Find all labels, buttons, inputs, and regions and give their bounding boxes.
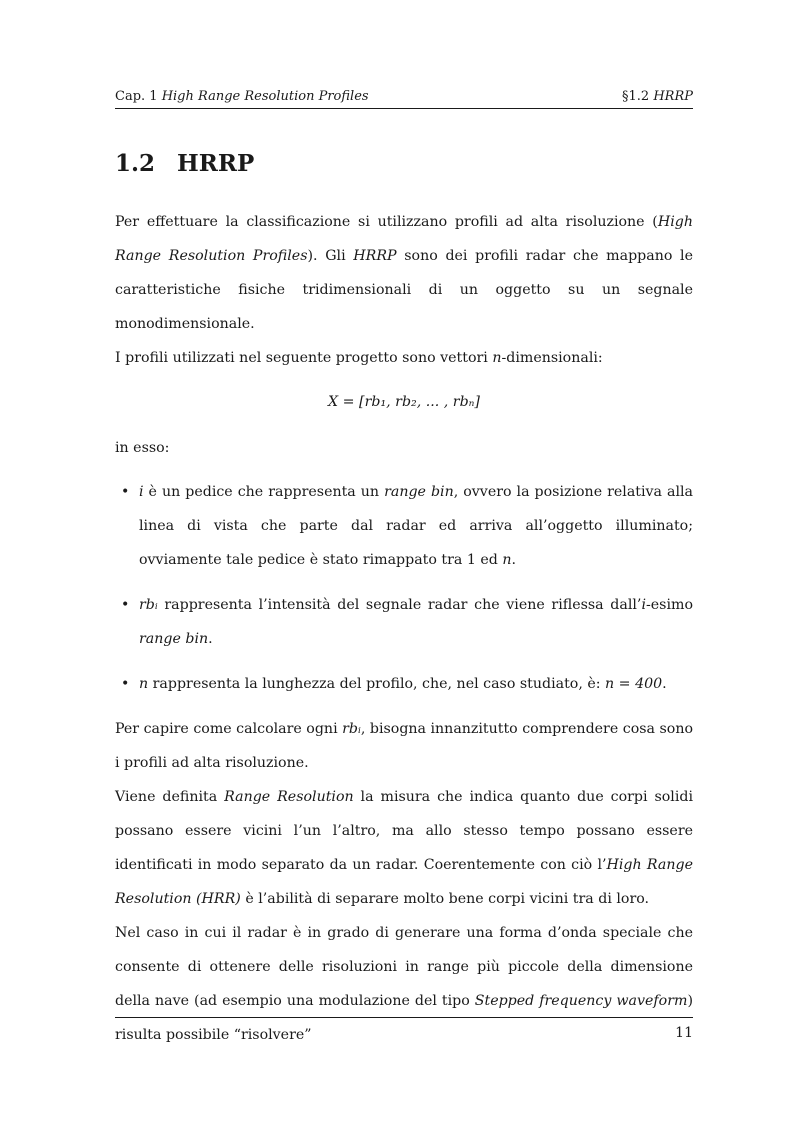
running-header xyxy=(115,89,693,104)
paragraph-rb: Per capire come calcolare ogni rbᵢ, bisogna innanzitutto comprendere cosa sono i profili ad alta risoluzione. xyxy=(115,721,693,771)
list-item: • n rappresenta la lunghezza del profilo, che, nel caso studiato, è: n = 400. xyxy=(139,667,693,701)
section-title xyxy=(115,152,254,175)
paragraph-intro: Per effettuare la classificazione si utilizzano profili ad alta risoluzione (High Range Resolution Profiles). Gli HRRP sono dei profili radar che mappano le caratteristiche fisiche tridimensionali di un oggetto su un segnale monodimensionale. xyxy=(115,214,693,332)
footer-rule xyxy=(115,1017,693,1018)
header-section: §1.2 HRRP xyxy=(622,89,693,104)
section-number: 1.2 xyxy=(115,150,156,177)
header-rule xyxy=(115,108,693,109)
equation: X = [rb₁, rb₂, ... , rbₙ] xyxy=(328,394,480,410)
list-item: • i è un pedice che rappresenta un range bin, ovvero la posizione relativa alla linea di vista che parte dal radar ed arriva all’oggetto illuminato; ovviamente tale pedice è stato rimappato tra 1 ed n. xyxy=(139,475,693,577)
page-number: 11 xyxy=(675,1025,693,1041)
paragraph-in-esso: in esso: xyxy=(115,440,170,456)
body-text xyxy=(115,205,693,1052)
page xyxy=(115,0,693,1123)
section-heading: HRRP xyxy=(177,150,255,177)
list-item: • rbᵢ rappresenta l’intensità del segnale radar che viene riflessa dall’i-esimo range bin. xyxy=(139,588,693,656)
paragraph-waveform: Nel caso in cui il radar è in grado di generare una forma d’onda speciale che consente di ottenere delle risoluzioni in range più piccole della dimensione della nave (ad esempio una modulazione del tipo Stepped frequency waveform) risulta possibile “risolvere” xyxy=(115,925,693,1043)
header-chapter: Cap. 1 High Range Resolution Profiles xyxy=(115,89,369,104)
paragraph-vectors: I profili utilizzati nel seguente progetto sono vettori n-dimensionali: xyxy=(115,350,603,366)
paragraph-range-resolution: Viene definita Range Resolution la misura che indica quanto due corpi solidi possano essere vicini l’un l’altro, ma allo stesso tempo possano essere identificati in modo separato da un radar. Coerentemente con ciò l’High Range Resolution (HRR) è l’abilità di separare molto bene corpi vicini tra di loro. xyxy=(115,789,693,907)
bullet-list xyxy=(115,475,693,701)
